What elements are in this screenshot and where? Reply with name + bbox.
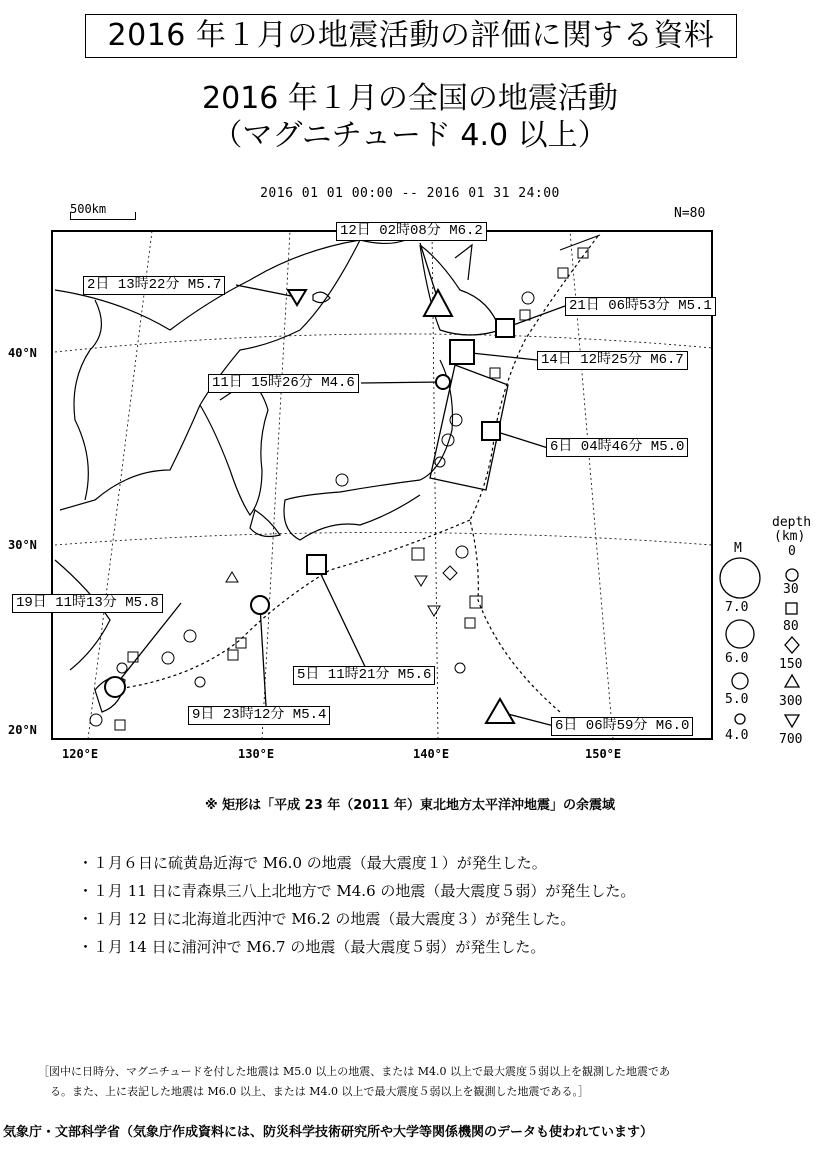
legend-depth-300: 300 — [779, 694, 803, 709]
quake-label: 9日 23時12分 M5.4 — [188, 706, 330, 725]
quake-label: 6日 04時46分 M5.0 — [546, 438, 688, 457]
scale-bar-label: 500km — [70, 202, 107, 216]
lat-label-20: 20°N — [8, 723, 37, 737]
summary-item: ・１月 11 日に青森県三八上北地方で M4.6 の地震（最大震度５弱）が発生した。 — [78, 882, 636, 900]
lon-label-150: 150°E — [585, 747, 622, 761]
quake-label: 21日 06時53分 M5.1 — [565, 297, 716, 316]
document-title: 2016 年１月の地震活動の評価に関する資料 — [85, 14, 737, 58]
lon-label-120: 120°E — [62, 747, 99, 761]
event-m60-triangle — [486, 699, 514, 723]
summary-item: ・１月 12 日に北海道北西沖で M6.2 の地震（最大震度３）が発生した。 — [78, 910, 576, 928]
event-m46-circle — [436, 375, 450, 389]
legend-depth-unit: (km) — [774, 529, 806, 544]
event-m62-triangle — [424, 290, 452, 316]
legend-depth-title: depth — [772, 515, 812, 530]
summary-item: ・１月６日に硫黄島近海で M6.0 の地震（最大震度１）が発生した。 — [78, 854, 547, 872]
event-m56-square — [307, 555, 326, 574]
legend-depth-700: 700 — [779, 732, 803, 747]
legend-depth-150: 150 — [779, 657, 803, 672]
period-label: 2016 01 01 00:00 -- 2016 01 31 24:00 — [260, 186, 560, 201]
legend-m70-circle — [720, 558, 760, 598]
legend-depth-0: 0 — [788, 544, 796, 559]
summary-item: ・１月 14 日に浦河沖で M6.7 の地震（最大震度５弱）が発生した。 — [78, 938, 546, 956]
event-m51-square — [496, 319, 514, 337]
legend-m-40: 4.0 — [725, 728, 749, 743]
legend-depth-80: 80 — [783, 619, 799, 634]
legend-depth-30-square — [786, 603, 797, 614]
quake-label: 5日 11時21分 M5.6 — [293, 666, 435, 685]
footnote-line2: る。また、上に表記した地震は M6.0 以上、または M4.0 以上で最大震度５弱以上を観測した地震である。］ — [50, 1085, 589, 1098]
credit-line: 気象庁・文部科学省（気象庁作成資料には、防災科学技術研究所や大学等関係機関のデータも使われています） — [3, 1125, 654, 1140]
event-count: N=80 — [674, 206, 706, 221]
legend-m50-circle — [732, 673, 748, 689]
legend-m40-circle — [735, 714, 745, 724]
quake-label: 2日 13時22分 M5.7 — [83, 276, 225, 295]
legend-m-60: 6.0 — [725, 651, 749, 666]
lat-label-40: 40°N — [8, 346, 37, 360]
quake-label: 11日 15時26分 M4.6 — [208, 374, 359, 393]
aftershock-note: ※ 矩形は「平成 23 年（2011 年）東北地方太平洋沖地震」の余震域 — [204, 798, 615, 813]
event-m50-square — [482, 422, 500, 440]
event-m67-square — [450, 340, 474, 364]
legend-m-70: 7.0 — [725, 600, 749, 615]
footnote-line1: ［図中に日時分、マグニチュードを付した地震は M5.0 以上の地震、または M4.0 以上で最大震度５弱以上を観測した地震であ — [38, 1065, 670, 1078]
legend-m-50: 5.0 — [725, 692, 749, 707]
quake-label: 6日 06時59分 M6.0 — [551, 717, 693, 736]
summary-list — [78, 852, 635, 964]
legend-depth-150-triangle — [785, 675, 799, 687]
labeled-events — [105, 290, 514, 723]
legend-m-title: M — [734, 541, 742, 556]
leader-lines — [115, 243, 565, 726]
event-m58-circle — [105, 677, 125, 697]
event-m54-circle — [251, 596, 269, 614]
footnote — [38, 1062, 808, 1102]
plate-boundaries — [110, 236, 598, 712]
quake-label: 19日 11時13分 M5.8 — [12, 594, 163, 613]
legend-depth-300-inverted-triangle — [785, 715, 799, 727]
lat-label-30: 30°N — [8, 538, 37, 552]
legend-depth-30: 30 — [783, 582, 799, 597]
map-title-line1: 2016 年１月の全国の地震活動 — [202, 81, 618, 116]
lon-label-130: 130°E — [238, 747, 275, 761]
legend-m60-circle — [726, 620, 754, 648]
legend-depth-80-diamond — [785, 637, 799, 653]
coastlines — [55, 231, 600, 712]
event-m57-inverted-triangle — [288, 290, 306, 305]
quake-label: 14日 12時25分 M6.7 — [537, 351, 688, 370]
legend-depth-0-circle — [786, 569, 798, 581]
lon-label-140: 140°E — [413, 747, 450, 761]
map-title-line2: （マグニチュード 4.0 以上） — [212, 118, 608, 153]
quake-label: 12日 02時08分 M6.2 — [336, 222, 487, 241]
